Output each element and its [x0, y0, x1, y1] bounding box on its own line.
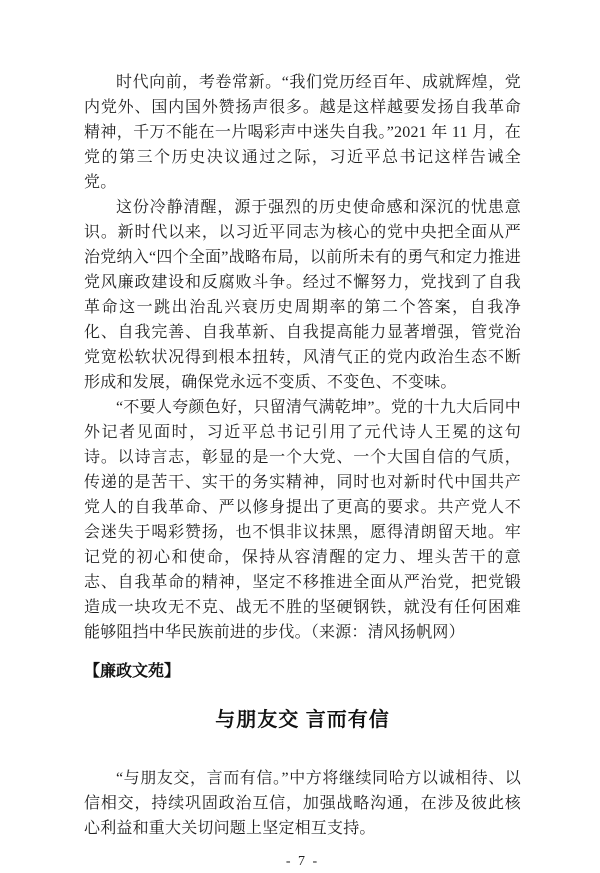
article2-paragraph-1: “与朋友交，言而有信。”中方将继续同哈方以诚相待、以信相交，持续巩固政治互信，加强战略沟通，在涉及彼此核心利益和重大关切问题上坚定相互支持。 [84, 770, 521, 837]
document-content [84, 70, 521, 873]
article1-paragraph-3: “不要人夸颜色好，只留清气满乾坤”。党的十九大后同中外记者见面时，习近平总书记引用了元代诗人王冕的这句诗。以诗言志，彰显的是一个大党、一个大国自信的气质，传递的是苦干、实干的务实精神，同时也对新时代中国共产党人的自我革命、严以修身提出了更高的要求。共产党人不会迷失于喝彩赞扬，也不惧非议抹黑，愿得清朗留天地。牢记党的初心和使命，保持从容清醒的定力、埋头苦干的意志、自我革命的精神，坚定不移推进全面从严治党，把党锻造成一块攻无不克、战无不胜的坚硬钢铁，就没有任何困难能够阻挡中华民族前进的步伐。（来源：清风扬帆网） [84, 399, 521, 641]
article-title: 与朋友交 言而有信 [215, 709, 390, 731]
page-number: - 7 - [285, 854, 320, 869]
section-label: 【廉政文苑】 [84, 663, 181, 680]
article1-paragraph-2: 这份冷静清醒，源于强烈的历史使命感和深沉的忧患意识。新时代以来，以习近平同志为核心的党中央把全面从严治党纳入“四个全面”战略布局，以前所未有的勇气和定力推进党风廉政建设和反腐败斗争。经过不懈努力，党找到了自我革命这一跳出治乱兴衰历史周期率的第二个答案，自我净化、自我完善、自我革新、自我提高能力显著增强，管党治党宽松软状况得到根本扭转，风清气正的党内政治生态不断形成和发展，确保党永远不变质、不变色、不变味。 [84, 199, 521, 391]
article1-paragraph-1: 时代向前，考卷常新。“我们党历经百年、成就辉煌，党内党外、国内国外赞扬声很多。越是这样越要发扬自我革命精神，千万不能在一片喝彩声中迷失自我。”2021 年 11 月，在党的第三个历史决议通过之际，习近平总书记这样告诫全党。 [84, 74, 521, 191]
